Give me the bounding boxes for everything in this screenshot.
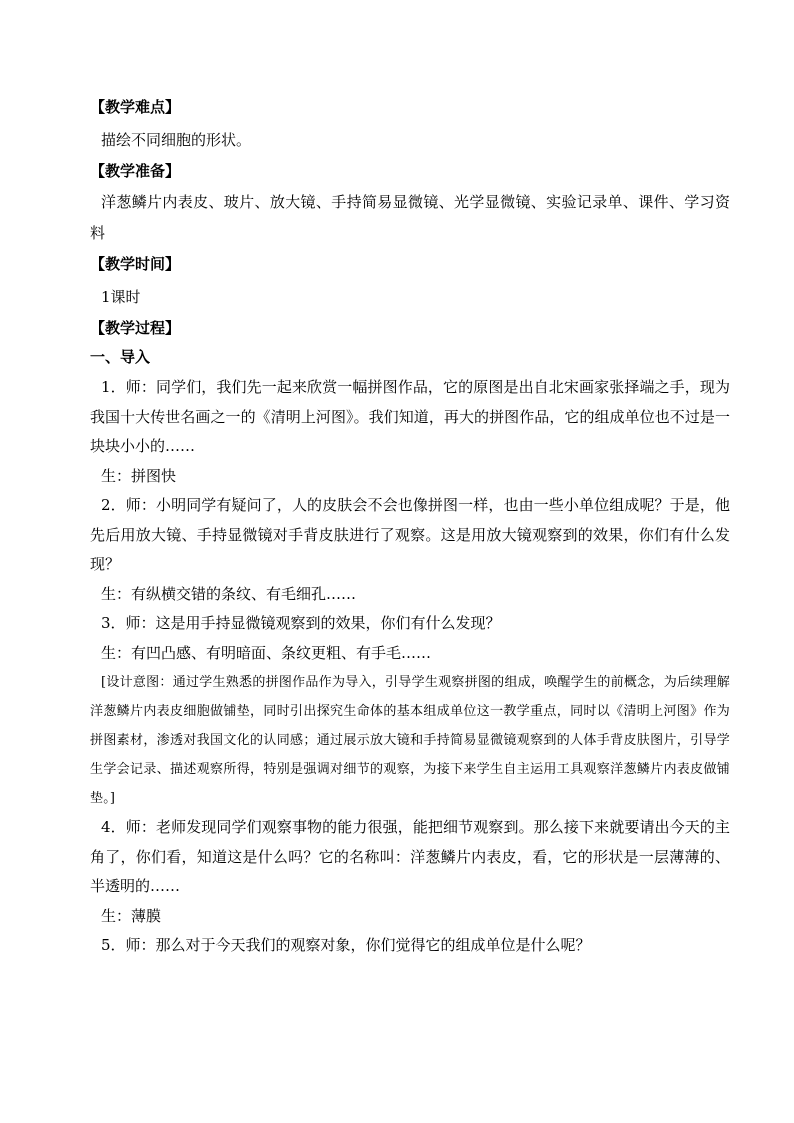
section-title-time: 【教学时间】 — [90, 255, 181, 273]
section-title-process: 【教学过程】 — [90, 319, 181, 337]
section-title-preparation: 【教学准备】 — [90, 162, 181, 180]
teacher-paragraph-3: 3．师：这是用手持显微镜观察到的效果，你们有什么发现？ — [101, 614, 501, 632]
teacher-paragraph-5: 5．师：那么对于今天我们的观察对象，你们觉得它的组成单位是什么呢？ — [101, 936, 591, 954]
teacher-paragraph-1: 1．师：同学们，我们先一起来欣赏一幅拼图作品，它的原图是出自北宋画家张择端之手，现为我国十大传世名画之一的《清明上河图》。我们知道，再大的拼图作品，它的组成单位也不过是一块块小小的…… — [90, 378, 730, 455]
document-page — [90, 96, 730, 961]
preparation-text: 洋葱鳞片内表皮、玻片、放大镜、手持简易显微镜、光学显微镜、实验记录单、课件、学习资料 — [90, 193, 730, 242]
student-reply-1: 生：拼图快 — [101, 466, 177, 485]
teacher-paragraph-2: 2．师：小明同学有疑问了，人的皮肤会不会也像拼图一样，也由一些小单位组成呢？于是，他先后用放大镜、手持显微镜对手背皮肤进行了观察。这是用放大镜观察到的效果，你们有什么发现？ — [90, 496, 730, 573]
section-title-difficulty: 【教学难点】 — [90, 98, 181, 116]
student-reply-2: 生：有纵横交错的条纹、有毛细孔…… — [101, 584, 357, 603]
difficulty-text: 描绘不同细胞的形状。 — [101, 131, 252, 149]
teacher-paragraph-4: 4．师：老师发现同学们观察事物的能力很强，能把细节观察到。那么接下来就要请出今天的主角了，你们看，知道这是什么吗？它的名称叫：洋葱鳞片内表皮，看，它的形状是一层薄薄的、半透明的…… — [90, 818, 730, 895]
student-reply-4: 生：薄膜 — [101, 906, 162, 925]
design-intent-note: [设计意图：通过学生熟悉的拼图作品作为导入，引导学生观察拼图的组成，唤醒学生的前概念，为后续理解洋葱鳞片内表皮细胞做铺垫，同时引出探究生命体的基本组成单位这一教学重点，同时以《清明上河图》作为拼图素材，渗透对我国文化的认同感；通过展示放大镜和手持简易显微镜观察到的人体手背皮肤图片，引导学生学会记录、描述观察所得，特别是强调对细节的观察，为接下来学生自主运用工具观察洋葱鳞片内表皮做铺垫。] — [90, 675, 730, 806]
student-reply-3: 生：有凹凸感、有明暗面、条纹更粗、有手毛…… — [101, 643, 432, 662]
part-title-intro: 一、导入 — [90, 348, 151, 366]
time-text: 1课时 — [101, 288, 141, 306]
